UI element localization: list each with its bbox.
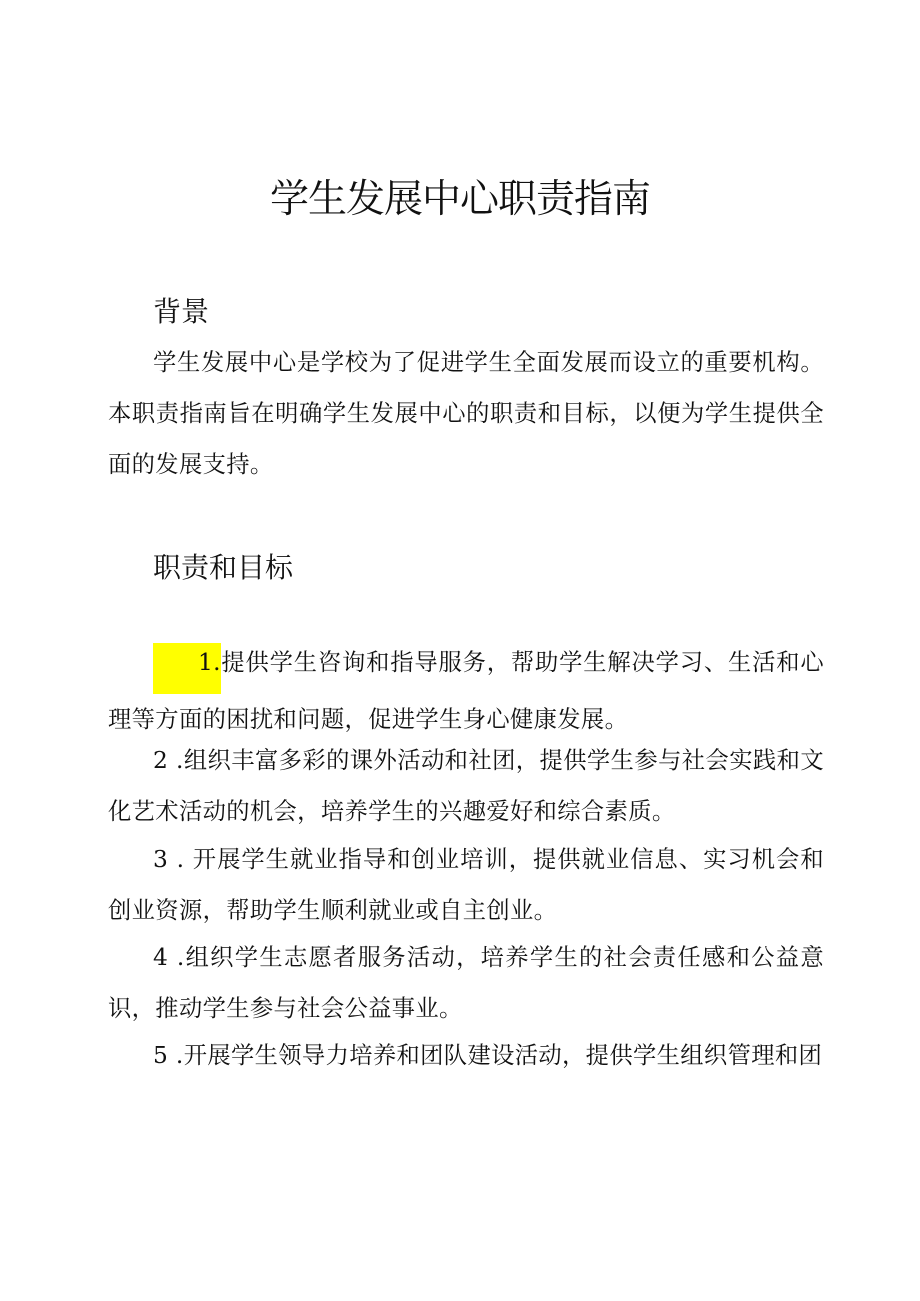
duty-item-number: 4 . bbox=[153, 944, 185, 971]
duty-item-number: 3 . bbox=[153, 846, 193, 873]
duty-item-number: 2 . bbox=[153, 747, 184, 774]
duty-item-number: 5 . bbox=[153, 1042, 184, 1069]
duty-item-text: 开展学生领导力培养和团队建设活动，提供学生组织管理和团 bbox=[183, 1042, 823, 1069]
duty-item-text: 提供学生咨询和指导服务，帮助学生解决学习、生活和心理等方面的困扰和问题，促进学生身心健康发展。 bbox=[108, 649, 824, 733]
duty-item-1 bbox=[108, 637, 824, 745]
duty-item-2 bbox=[108, 735, 824, 837]
section-heading-duties: 职责和目标 bbox=[153, 551, 294, 584]
highlighted-item-number: 1. bbox=[153, 643, 221, 694]
duty-item-3 bbox=[108, 834, 824, 936]
section-heading-background: 背景 bbox=[153, 295, 210, 328]
duty-item-text: 组织学生志愿者服务活动，培养学生的社会责任感和公益意识，推动学生参与社会公益事业。 bbox=[108, 944, 824, 1022]
duty-item-text: 开展学生就业指导和创业培训，提供就业信息、实习机会和创业资源，帮助学生顺利就业或自主创业。 bbox=[108, 846, 824, 924]
duty-item-text: 组织丰富多彩的课外活动和社团，提供学生参与社会实践和文化艺术活动的机会，培养学生的兴趣爱好和综合素质。 bbox=[108, 747, 824, 825]
duty-item-5 bbox=[108, 1030, 824, 1081]
duty-item-4 bbox=[108, 932, 824, 1034]
document-title: 学生发展中心职责指南 bbox=[269, 177, 650, 222]
background-paragraph: 学生发展中心是学校为了促进学生全面发展而设立的重要机构。本职责指南旨在明确学生发展中心的职责和目标，以便为学生提供全面的发展支持。 bbox=[108, 349, 824, 478]
